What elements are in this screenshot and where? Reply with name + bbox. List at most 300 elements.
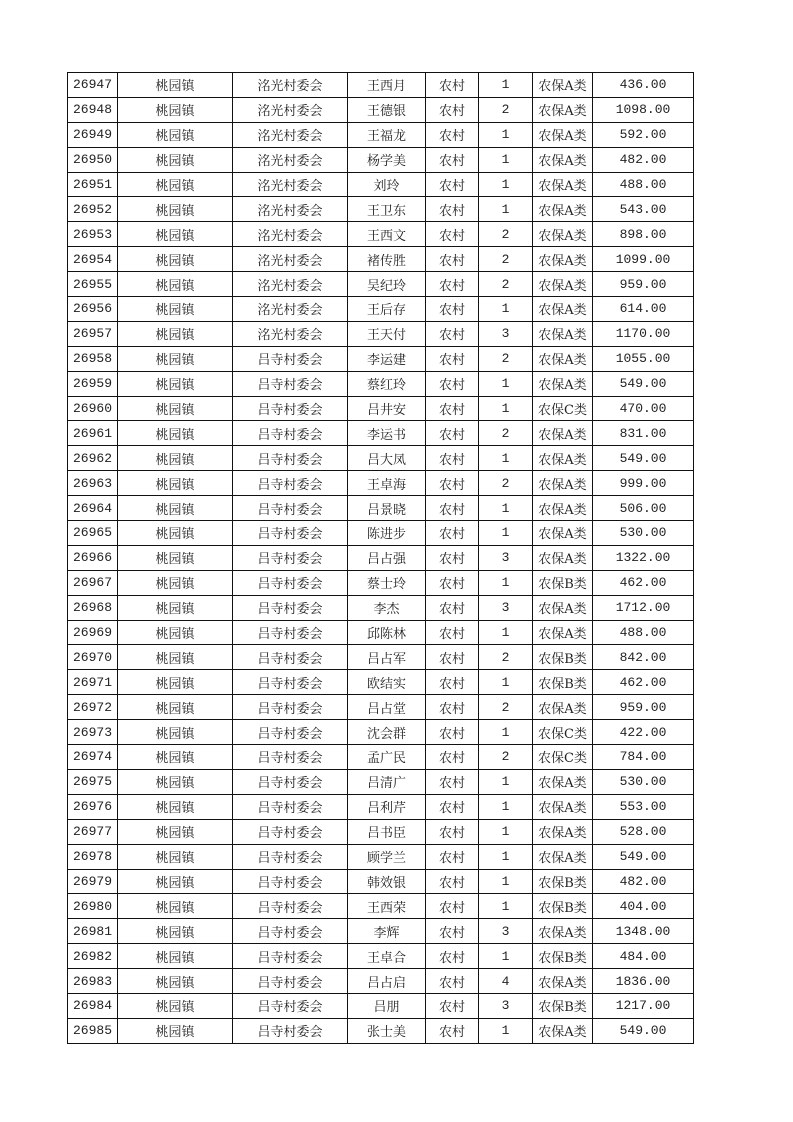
amount-cell: 462.00: [593, 670, 694, 695]
table-row: [68, 545, 694, 570]
amount-cell: 422.00: [593, 720, 694, 745]
table-row: [68, 73, 694, 98]
person-name-cell: 陈进步: [348, 521, 426, 546]
member-count-cell: 4: [479, 969, 533, 994]
amount-cell: 1170.00: [593, 321, 694, 346]
insurance-category-cell: 农保C类: [533, 720, 593, 745]
person-name-cell: 王卓海: [348, 471, 426, 496]
record-id-cell: 26964: [68, 496, 118, 521]
village-committee-cell: 吕寺村委会: [233, 620, 348, 645]
town-cell: 桃园镇: [118, 147, 233, 172]
village-committee-cell: 吕寺村委会: [233, 371, 348, 396]
member-count-cell: 1: [479, 620, 533, 645]
record-id-cell: 26949: [68, 122, 118, 147]
town-cell: 桃园镇: [118, 346, 233, 371]
person-name-cell: 王西荣: [348, 894, 426, 919]
household-type-cell: 农村: [426, 297, 479, 322]
member-count-cell: 2: [479, 745, 533, 770]
insurance-category-cell: 农保B类: [533, 869, 593, 894]
record-id-cell: 26952: [68, 197, 118, 222]
amount-cell: 462.00: [593, 570, 694, 595]
household-type-cell: 农村: [426, 471, 479, 496]
town-cell: 桃园镇: [118, 919, 233, 944]
table-row: [68, 670, 694, 695]
record-id-cell: 26968: [68, 595, 118, 620]
town-cell: 桃园镇: [118, 222, 233, 247]
town-cell: 桃园镇: [118, 944, 233, 969]
household-type-cell: 农村: [426, 545, 479, 570]
amount-cell: 484.00: [593, 944, 694, 969]
member-count-cell: 2: [479, 421, 533, 446]
record-id-cell: 26975: [68, 769, 118, 794]
village-committee-cell: 吕寺村委会: [233, 695, 348, 720]
amount-cell: 1712.00: [593, 595, 694, 620]
member-count-cell: 1: [479, 396, 533, 421]
record-id-cell: 26972: [68, 695, 118, 720]
person-name-cell: 吴纪玲: [348, 272, 426, 297]
amount-cell: 506.00: [593, 496, 694, 521]
household-type-cell: 农村: [426, 97, 479, 122]
village-committee-cell: 洺光村委会: [233, 247, 348, 272]
town-cell: 桃园镇: [118, 620, 233, 645]
person-name-cell: 王福龙: [348, 122, 426, 147]
amount-cell: 959.00: [593, 272, 694, 297]
person-name-cell: 王卓合: [348, 944, 426, 969]
household-type-cell: 农村: [426, 595, 479, 620]
household-type-cell: 农村: [426, 794, 479, 819]
record-id-cell: 26955: [68, 272, 118, 297]
person-name-cell: 王西文: [348, 222, 426, 247]
record-id-cell: 26961: [68, 421, 118, 446]
household-type-cell: 农村: [426, 894, 479, 919]
insurance-category-cell: 农保A类: [533, 620, 593, 645]
town-cell: 桃园镇: [118, 720, 233, 745]
record-id-cell: 26970: [68, 645, 118, 670]
person-name-cell: 吕书臣: [348, 819, 426, 844]
amount-cell: 530.00: [593, 521, 694, 546]
person-name-cell: 吕占启: [348, 969, 426, 994]
household-type-cell: 农村: [426, 147, 479, 172]
town-cell: 桃园镇: [118, 1018, 233, 1043]
amount-cell: 831.00: [593, 421, 694, 446]
record-id-cell: 26957: [68, 321, 118, 346]
person-name-cell: 王天付: [348, 321, 426, 346]
record-id-cell: 26969: [68, 620, 118, 645]
amount-cell: 482.00: [593, 869, 694, 894]
village-committee-cell: 吕寺村委会: [233, 944, 348, 969]
village-committee-cell: 吕寺村委会: [233, 794, 348, 819]
village-committee-cell: 吕寺村委会: [233, 421, 348, 446]
member-count-cell: 3: [479, 545, 533, 570]
village-committee-cell: 吕寺村委会: [233, 894, 348, 919]
person-name-cell: 蔡士玲: [348, 570, 426, 595]
amount-cell: 530.00: [593, 769, 694, 794]
records-table: [67, 72, 694, 1044]
amount-cell: 1098.00: [593, 97, 694, 122]
member-count-cell: 1: [479, 371, 533, 396]
village-committee-cell: 吕寺村委会: [233, 396, 348, 421]
member-count-cell: 1: [479, 147, 533, 172]
household-type-cell: 农村: [426, 769, 479, 794]
village-committee-cell: 洺光村委会: [233, 197, 348, 222]
amount-cell: 959.00: [593, 695, 694, 720]
town-cell: 桃园镇: [118, 172, 233, 197]
amount-cell: 614.00: [593, 297, 694, 322]
amount-cell: 592.00: [593, 122, 694, 147]
household-type-cell: 农村: [426, 197, 479, 222]
town-cell: 桃园镇: [118, 993, 233, 1018]
household-type-cell: 农村: [426, 919, 479, 944]
town-cell: 桃园镇: [118, 471, 233, 496]
member-count-cell: 1: [479, 794, 533, 819]
person-name-cell: 褚传胜: [348, 247, 426, 272]
table-row: [68, 496, 694, 521]
person-name-cell: 张士美: [348, 1018, 426, 1043]
household-type-cell: 农村: [426, 1018, 479, 1043]
insurance-category-cell: 农保B类: [533, 894, 593, 919]
household-type-cell: 农村: [426, 272, 479, 297]
town-cell: 桃园镇: [118, 695, 233, 720]
insurance-category-cell: 农保B类: [533, 645, 593, 670]
town-cell: 桃园镇: [118, 819, 233, 844]
table-row: [68, 521, 694, 546]
village-committee-cell: 吕寺村委会: [233, 844, 348, 869]
insurance-category-cell: 农保B类: [533, 570, 593, 595]
insurance-category-cell: 农保A类: [533, 172, 593, 197]
record-id-cell: 26954: [68, 247, 118, 272]
household-type-cell: 农村: [426, 421, 479, 446]
village-committee-cell: 吕寺村委会: [233, 969, 348, 994]
person-name-cell: 吕井安: [348, 396, 426, 421]
household-type-cell: 农村: [426, 122, 479, 147]
record-id-cell: 26973: [68, 720, 118, 745]
town-cell: 桃园镇: [118, 321, 233, 346]
member-count-cell: 3: [479, 595, 533, 620]
record-id-cell: 26951: [68, 172, 118, 197]
village-committee-cell: 吕寺村委会: [233, 496, 348, 521]
amount-cell: 549.00: [593, 844, 694, 869]
record-id-cell: 26959: [68, 371, 118, 396]
village-committee-cell: 吕寺村委会: [233, 645, 348, 670]
member-count-cell: 3: [479, 321, 533, 346]
member-count-cell: 2: [479, 272, 533, 297]
person-name-cell: 李辉: [348, 919, 426, 944]
town-cell: 桃园镇: [118, 272, 233, 297]
amount-cell: 1099.00: [593, 247, 694, 272]
town-cell: 桃园镇: [118, 969, 233, 994]
person-name-cell: 吕占军: [348, 645, 426, 670]
person-name-cell: 欧结实: [348, 670, 426, 695]
person-name-cell: 杨学美: [348, 147, 426, 172]
insurance-category-cell: 农保A类: [533, 794, 593, 819]
village-committee-cell: 吕寺村委会: [233, 769, 348, 794]
town-cell: 桃园镇: [118, 97, 233, 122]
insurance-category-cell: 农保B类: [533, 944, 593, 969]
member-count-cell: 1: [479, 570, 533, 595]
member-count-cell: 1: [479, 869, 533, 894]
person-name-cell: 吕占堂: [348, 695, 426, 720]
person-name-cell: 王卫东: [348, 197, 426, 222]
insurance-category-cell: 农保A类: [533, 321, 593, 346]
insurance-category-cell: 农保A类: [533, 769, 593, 794]
table-row: [68, 745, 694, 770]
town-cell: 桃园镇: [118, 894, 233, 919]
record-id-cell: 26962: [68, 446, 118, 471]
village-committee-cell: 洺光村委会: [233, 73, 348, 98]
village-committee-cell: 吕寺村委会: [233, 346, 348, 371]
household-type-cell: 农村: [426, 819, 479, 844]
table-row: [68, 844, 694, 869]
amount-cell: 1217.00: [593, 993, 694, 1018]
village-committee-cell: 吕寺村委会: [233, 521, 348, 546]
insurance-category-cell: 农保A类: [533, 122, 593, 147]
person-name-cell: 王西月: [348, 73, 426, 98]
table-row: [68, 769, 694, 794]
household-type-cell: 农村: [426, 371, 479, 396]
household-type-cell: 农村: [426, 993, 479, 1018]
household-type-cell: 农村: [426, 172, 479, 197]
amount-cell: 488.00: [593, 172, 694, 197]
village-committee-cell: 吕寺村委会: [233, 670, 348, 695]
insurance-category-cell: 农保B类: [533, 670, 593, 695]
village-committee-cell: 吕寺村委会: [233, 471, 348, 496]
table-row: [68, 720, 694, 745]
record-id-cell: 26980: [68, 894, 118, 919]
member-count-cell: 3: [479, 919, 533, 944]
table-row: [68, 1018, 694, 1043]
household-type-cell: 农村: [426, 620, 479, 645]
insurance-category-cell: 农保A类: [533, 496, 593, 521]
record-id-cell: 26981: [68, 919, 118, 944]
amount-cell: 549.00: [593, 446, 694, 471]
village-committee-cell: 洺光村委会: [233, 297, 348, 322]
table-row: [68, 346, 694, 371]
town-cell: 桃园镇: [118, 297, 233, 322]
member-count-cell: 2: [479, 247, 533, 272]
table-row: [68, 869, 694, 894]
town-cell: 桃园镇: [118, 197, 233, 222]
table-row: [68, 944, 694, 969]
amount-cell: 784.00: [593, 745, 694, 770]
table-row: [68, 297, 694, 322]
insurance-category-cell: 农保A类: [533, 97, 593, 122]
record-id-cell: 26967: [68, 570, 118, 595]
insurance-category-cell: 农保A类: [533, 919, 593, 944]
table-body: [68, 73, 694, 1044]
insurance-category-cell: 农保A类: [533, 545, 593, 570]
member-count-cell: 1: [479, 894, 533, 919]
town-cell: 桃园镇: [118, 570, 233, 595]
person-name-cell: 吕大凤: [348, 446, 426, 471]
member-count-cell: 1: [479, 670, 533, 695]
amount-cell: 1348.00: [593, 919, 694, 944]
table-row: [68, 695, 694, 720]
person-name-cell: 沈会群: [348, 720, 426, 745]
person-name-cell: 吕利芹: [348, 794, 426, 819]
amount-cell: 549.00: [593, 1018, 694, 1043]
member-count-cell: 2: [479, 346, 533, 371]
person-name-cell: 邱陈林: [348, 620, 426, 645]
table-row: [68, 147, 694, 172]
household-type-cell: 农村: [426, 745, 479, 770]
village-committee-cell: 吕寺村委会: [233, 446, 348, 471]
town-cell: 桃园镇: [118, 496, 233, 521]
member-count-cell: 1: [479, 197, 533, 222]
table-row: [68, 396, 694, 421]
insurance-category-cell: 农保A类: [533, 446, 593, 471]
member-count-cell: 1: [479, 521, 533, 546]
table-row: [68, 595, 694, 620]
record-id-cell: 26982: [68, 944, 118, 969]
insurance-category-cell: 农保A类: [533, 247, 593, 272]
village-committee-cell: 吕寺村委会: [233, 919, 348, 944]
household-type-cell: 农村: [426, 645, 479, 670]
insurance-category-cell: 农保A类: [533, 297, 593, 322]
household-type-cell: 农村: [426, 496, 479, 521]
member-count-cell: 1: [479, 496, 533, 521]
amount-cell: 543.00: [593, 197, 694, 222]
person-name-cell: 刘玲: [348, 172, 426, 197]
table-row: [68, 272, 694, 297]
record-id-cell: 26947: [68, 73, 118, 98]
insurance-category-cell: 农保C类: [533, 396, 593, 421]
insurance-category-cell: 农保A类: [533, 595, 593, 620]
village-committee-cell: 洺光村委会: [233, 147, 348, 172]
member-count-cell: 2: [479, 645, 533, 670]
table-row: [68, 471, 694, 496]
table-row: [68, 247, 694, 272]
insurance-category-cell: 农保A类: [533, 147, 593, 172]
table-row: [68, 222, 694, 247]
insurance-category-cell: 农保A类: [533, 521, 593, 546]
record-id-cell: 26978: [68, 844, 118, 869]
person-name-cell: 孟广民: [348, 745, 426, 770]
member-count-cell: 1: [479, 446, 533, 471]
table-row: [68, 919, 694, 944]
town-cell: 桃园镇: [118, 421, 233, 446]
village-committee-cell: 吕寺村委会: [233, 720, 348, 745]
town-cell: 桃园镇: [118, 122, 233, 147]
table-row: [68, 794, 694, 819]
household-type-cell: 农村: [426, 446, 479, 471]
record-id-cell: 26953: [68, 222, 118, 247]
household-type-cell: 农村: [426, 869, 479, 894]
member-count-cell: 2: [479, 97, 533, 122]
record-id-cell: 26966: [68, 545, 118, 570]
household-type-cell: 农村: [426, 670, 479, 695]
village-committee-cell: 吕寺村委会: [233, 869, 348, 894]
amount-cell: 470.00: [593, 396, 694, 421]
record-id-cell: 26963: [68, 471, 118, 496]
record-id-cell: 26956: [68, 297, 118, 322]
household-type-cell: 农村: [426, 222, 479, 247]
village-committee-cell: 洺光村委会: [233, 222, 348, 247]
town-cell: 桃园镇: [118, 869, 233, 894]
town-cell: 桃园镇: [118, 545, 233, 570]
insurance-category-cell: 农保A类: [533, 695, 593, 720]
table-row: [68, 645, 694, 670]
member-count-cell: 1: [479, 720, 533, 745]
table-row: [68, 421, 694, 446]
town-cell: 桃园镇: [118, 794, 233, 819]
insurance-category-cell: 农保A类: [533, 471, 593, 496]
insurance-category-cell: 农保A类: [533, 371, 593, 396]
household-type-cell: 农村: [426, 570, 479, 595]
village-committee-cell: 吕寺村委会: [233, 545, 348, 570]
village-committee-cell: 洺光村委会: [233, 172, 348, 197]
amount-cell: 553.00: [593, 794, 694, 819]
amount-cell: 549.00: [593, 371, 694, 396]
person-name-cell: 李运书: [348, 421, 426, 446]
village-committee-cell: 吕寺村委会: [233, 745, 348, 770]
insurance-category-cell: 农保A类: [533, 844, 593, 869]
member-count-cell: 1: [479, 944, 533, 969]
village-committee-cell: 洺光村委会: [233, 272, 348, 297]
insurance-category-cell: 农保A类: [533, 222, 593, 247]
table-row: [68, 969, 694, 994]
record-id-cell: 26960: [68, 396, 118, 421]
record-id-cell: 26950: [68, 147, 118, 172]
table-row: [68, 321, 694, 346]
town-cell: 桃园镇: [118, 670, 233, 695]
table-row: [68, 894, 694, 919]
person-name-cell: 王德银: [348, 97, 426, 122]
amount-cell: 488.00: [593, 620, 694, 645]
record-id-cell: 26984: [68, 993, 118, 1018]
town-cell: 桃园镇: [118, 371, 233, 396]
insurance-category-cell: 农保A类: [533, 346, 593, 371]
table-row: [68, 97, 694, 122]
amount-cell: 999.00: [593, 471, 694, 496]
record-id-cell: 26948: [68, 97, 118, 122]
record-id-cell: 26976: [68, 794, 118, 819]
member-count-cell: 2: [479, 695, 533, 720]
record-id-cell: 26977: [68, 819, 118, 844]
amount-cell: 482.00: [593, 147, 694, 172]
person-name-cell: 王后存: [348, 297, 426, 322]
person-name-cell: 吕朋: [348, 993, 426, 1018]
member-count-cell: 2: [479, 222, 533, 247]
table-row: [68, 122, 694, 147]
person-name-cell: 蔡红玲: [348, 371, 426, 396]
member-count-cell: 2: [479, 471, 533, 496]
person-name-cell: 吕清广: [348, 769, 426, 794]
village-committee-cell: 洺光村委会: [233, 97, 348, 122]
record-id-cell: 26979: [68, 869, 118, 894]
household-type-cell: 农村: [426, 346, 479, 371]
person-name-cell: 顾学兰: [348, 844, 426, 869]
household-type-cell: 农村: [426, 944, 479, 969]
household-type-cell: 农村: [426, 73, 479, 98]
table-row: [68, 819, 694, 844]
town-cell: 桃园镇: [118, 446, 233, 471]
member-count-cell: 1: [479, 122, 533, 147]
insurance-category-cell: 农保A类: [533, 272, 593, 297]
insurance-category-cell: 农保B类: [533, 993, 593, 1018]
record-id-cell: 26965: [68, 521, 118, 546]
member-count-cell: 1: [479, 297, 533, 322]
record-id-cell: 26974: [68, 745, 118, 770]
insurance-category-cell: 农保A类: [533, 969, 593, 994]
table-row: [68, 620, 694, 645]
amount-cell: 1322.00: [593, 545, 694, 570]
insurance-category-cell: 农保A类: [533, 1018, 593, 1043]
member-count-cell: 1: [479, 73, 533, 98]
insurance-category-cell: 农保A类: [533, 197, 593, 222]
town-cell: 桃园镇: [118, 769, 233, 794]
household-type-cell: 农村: [426, 695, 479, 720]
member-count-cell: 1: [479, 769, 533, 794]
